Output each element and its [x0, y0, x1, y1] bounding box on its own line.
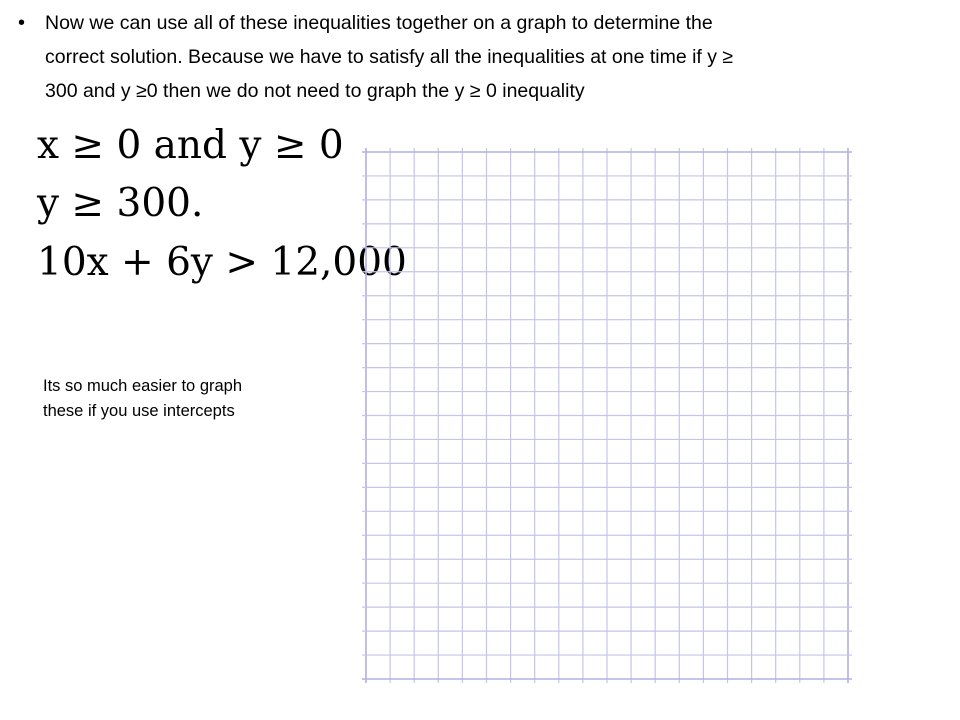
note-line: these if you use intercepts	[43, 402, 235, 420]
bullet-line: correct solution. Because we have to satisfy all the inequalities at one time if y ≥	[45, 46, 734, 68]
bullet-line: 300 and y ≥0 then we do not need to graph the y ≥ 0 inequality	[45, 80, 585, 102]
intercepts-note	[43, 374, 242, 424]
equation-y-minimum: y ≥ 300.	[37, 181, 204, 226]
equation-nonnegative: x ≥ 0 and y ≥ 0	[37, 123, 344, 168]
bullet-icon: •	[18, 12, 26, 34]
bullet-text	[45, 6, 945, 108]
graph-paper-grid	[362, 148, 852, 683]
note-line: Its so much easier to graph	[43, 377, 243, 395]
equation-cost-constraint: 10x + 6y > 12,000	[37, 240, 407, 285]
bullet-line: Now we can use all of these inequalities together on a graph to determine the	[45, 12, 713, 34]
